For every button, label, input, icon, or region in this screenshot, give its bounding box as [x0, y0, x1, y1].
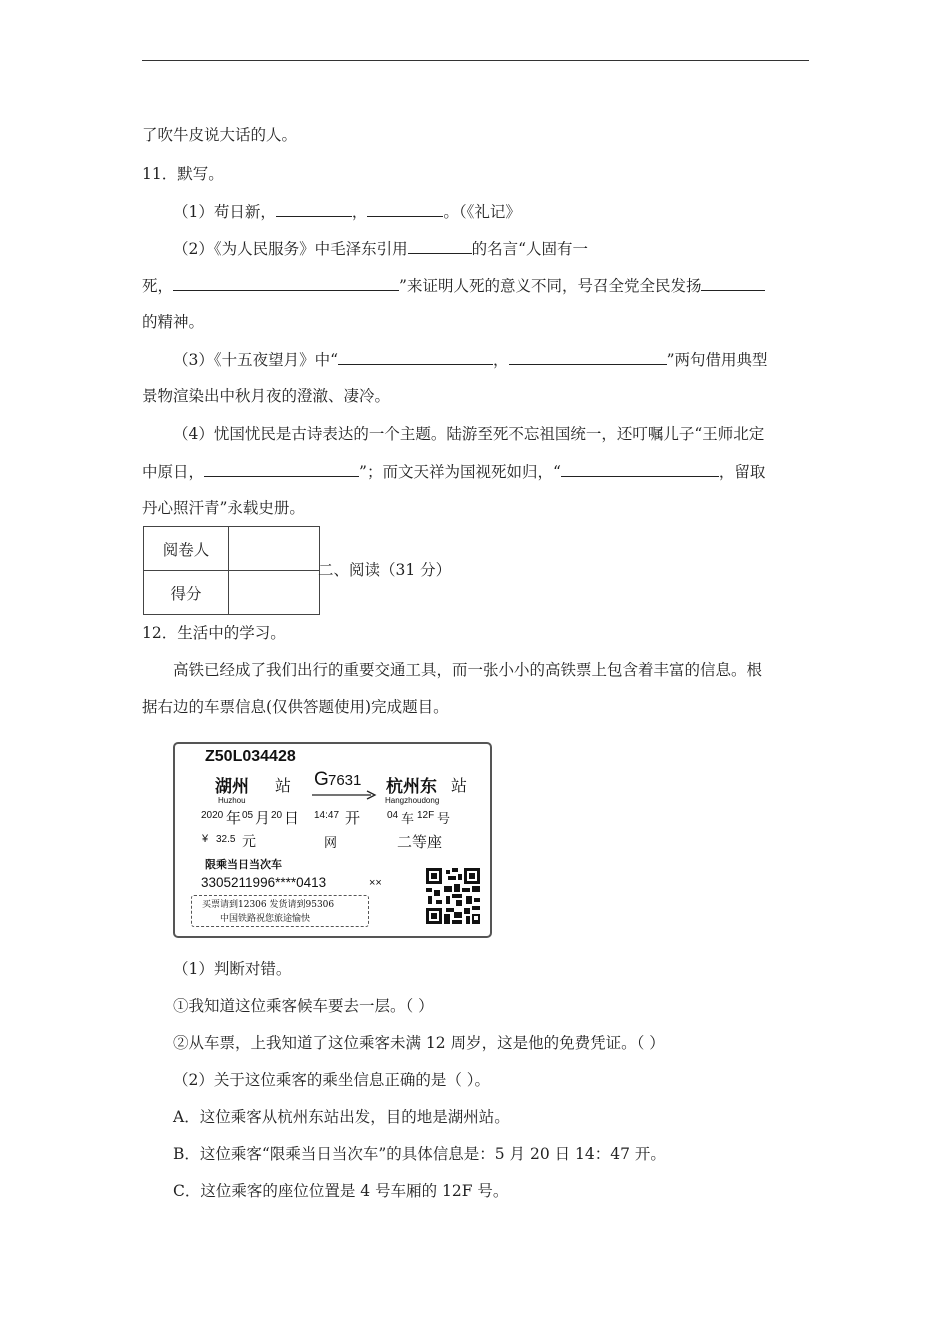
paragraph-line: 据右边的车票信息(仅供答题使用)完成题目。 — [142, 698, 449, 716]
q11-part1: （1）苟日新， ， 。（《礼记》 — [173, 200, 521, 223]
score-cell[interactable] — [229, 571, 320, 615]
ticket-train-number: 7631 — [328, 772, 362, 789]
ticket-time: 14:47 — [314, 810, 340, 821]
option-b[interactable]: B．这位乘客“限乘当日当次车”的具体信息是：5 月 20 日 14：47 开。 — [173, 1145, 666, 1163]
question-11-title: 11．默写。 — [142, 165, 224, 183]
judge-item-2: ②从车票，上我知道了这位乘客未满 12 周岁，这是他的免费凭证。（ ） — [173, 1034, 665, 1052]
section-title: 二、阅读（31 分） — [318, 561, 452, 579]
train-ticket-image — [173, 742, 492, 938]
ticket-id: 3305211996****0413 — [201, 875, 327, 890]
ticket-notice-1: 买票请到12306 发货请到95306 — [202, 900, 335, 910]
ticket-year-unit: 年 — [226, 809, 242, 827]
ticket-month: 05 — [242, 810, 254, 821]
ticket-day: 20 — [271, 810, 283, 821]
score-table — [143, 526, 320, 615]
ticket-price: 32.5 — [216, 834, 236, 845]
ticket-serial: Z50L034428 — [205, 748, 296, 765]
reviewer-cell[interactable] — [229, 527, 320, 571]
ticket-month-unit: 月 — [255, 809, 271, 827]
q11-part2-line2: 死， ”来证明人死的意义不同，号召全党全民发扬 — [142, 274, 765, 297]
q11-part3-line2: 景物渲染出中秋月夜的澄澈、凄冷。 — [142, 387, 391, 405]
ticket-price-unit: 元 — [242, 834, 256, 850]
q11-part4-line1: （4）忧国忧民是古诗表达的一个主题。陆游至死不忘祖国统一，还叮嘱儿子“王师北定 — [173, 425, 765, 443]
ticket-day-unit: 日 — [284, 809, 300, 827]
ticket-name: ×× — [369, 877, 382, 889]
ticket-year: 2020 — [201, 810, 224, 821]
ticket-station-label: 站 — [451, 776, 468, 795]
ticket-to-pinyin: Hangzhoudong — [385, 796, 440, 805]
reviewer-label: 阅卷人 — [144, 527, 229, 571]
ticket-from-pinyin: Huzhou — [218, 796, 246, 805]
ticket-notice-2: 中国铁路祝您旅途愉快 — [220, 914, 311, 924]
q11-part4-line3: 丹心照汗青”永载史册。 — [142, 499, 305, 517]
ticket-channel: 网 — [324, 836, 338, 851]
answer-blank[interactable] — [367, 200, 443, 217]
score-label: 得分 — [144, 571, 229, 615]
sub-question-1: （1）判断对错。 — [173, 960, 292, 978]
answer-blank[interactable] — [701, 274, 765, 291]
sub-question-2: （2）关于这位乘客的乘坐信息正确的是（ ）。 — [173, 1071, 491, 1089]
answer-blank[interactable] — [408, 237, 472, 254]
ticket-to: 杭州东 — [386, 777, 437, 796]
ticket-train-letter: G — [314, 769, 329, 790]
ticket-car: 04 — [387, 810, 399, 821]
ticket-seat-unit: 号 — [437, 812, 451, 827]
ticket-seat-number: 12F — [417, 810, 435, 821]
q11-part2-line3: 的精神。 — [142, 313, 205, 331]
ticket-car-unit: 车 — [401, 812, 415, 827]
option-c[interactable]: C．这位乘客的座位位置是 4 号车厢的 12F 号。 — [173, 1182, 509, 1200]
option-a[interactable]: A．这位乘客从杭州东站出发，目的地是湖州站。 — [173, 1108, 510, 1126]
paragraph-line: 高铁已经成了我们出行的重要交通工具，而一张小小的高铁票上包含着丰富的信息。根 — [173, 661, 763, 679]
header-rule — [142, 60, 809, 61]
answer-blank[interactable] — [338, 348, 493, 365]
question-12-title: 12．生活中的学习。 — [142, 624, 286, 642]
ticket-currency: ¥ — [202, 833, 209, 845]
answer-blank[interactable] — [204, 460, 359, 477]
answer-blank[interactable] — [509, 348, 667, 365]
arrow-icon — [311, 789, 377, 801]
ticket-class: 二等座 — [397, 833, 443, 851]
q11-part2-line1: （2）《为人民服务》中毛泽东引用 的名言“人固有一 — [173, 237, 588, 260]
judge-item-1: ①我知道这位乘客候车要去一层。（ ） — [173, 997, 434, 1015]
ticket-limit: 限乘当日当次车 — [205, 859, 282, 871]
q11-part4-line2: 中原日， ”；而文天祥为国视死如归，“ ，留取 — [142, 460, 765, 483]
ticket-from: 湖州 — [215, 777, 249, 796]
text-line: 了吹牛皮说大话的人。 — [142, 126, 298, 144]
answer-blank[interactable] — [561, 460, 719, 477]
qr-code-icon — [426, 868, 480, 924]
ticket-station-label: 站 — [275, 776, 292, 795]
answer-blank[interactable] — [276, 200, 352, 217]
q11-part3-line1: （3）《十五夜望月》中“ ， ”两句借用典型 — [173, 348, 768, 371]
ticket-depart-label: 开 — [345, 809, 361, 827]
ticket-notice-box — [191, 895, 369, 927]
answer-blank[interactable] — [173, 274, 399, 291]
